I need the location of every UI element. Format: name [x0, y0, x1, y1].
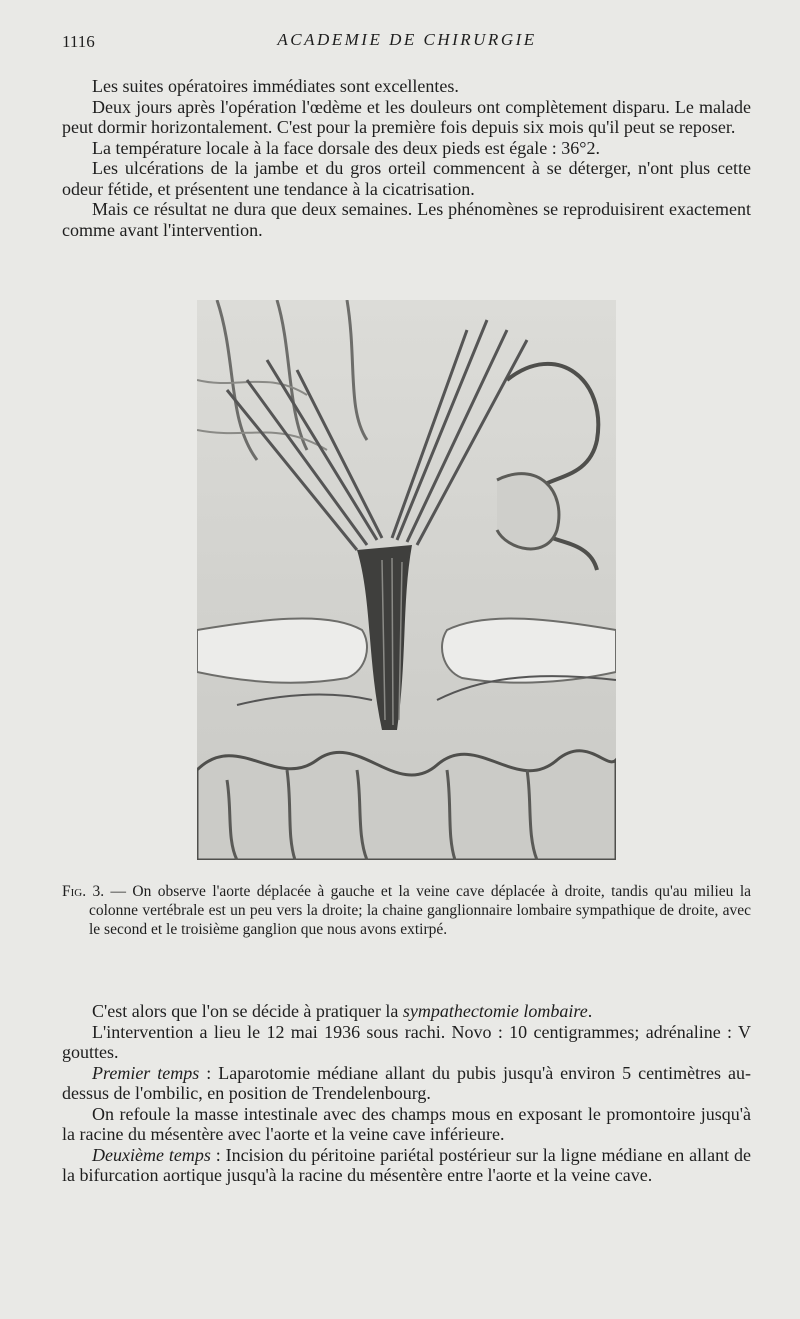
text-run: : Incision du péritoine pariétal postérieur sur la ligne médiane en allant de la bifurcation aortique jusqu'à la racine du mésentère entre l'aorte et la veine cave. — [62, 1144, 751, 1185]
paragraph: Deux jours après l'opération l'œdème et les douleurs ont complètement disparu. Le malade peut dormir horizontalement. C'est pour la première fois depuis six mois qu'il peut se reposer. — [62, 96, 751, 137]
paragraph: La température locale à la face dorsale des deux pieds est égale : 36°2. — [92, 137, 600, 158]
page-number: 1116 — [62, 32, 95, 51]
surgical-drawing — [197, 300, 616, 860]
figure-caption — [62, 882, 751, 939]
figure-label: Fig. 3. — [62, 883, 105, 900]
running-title: ACADEMIE DE CHIRURGIE — [277, 30, 537, 49]
emphasis: Premier temps — [92, 1062, 200, 1083]
caption-text: — On observe l'aorte déplacée à gauche et la veine cave déplacée à droite, tandis qu'au milieu la colonne vertébrale est un peu vers la droite; la chaine ganglionnaire lombaire sympathique de droite, avec le second et le troisième ganglion que nous avons extirpé. — [89, 883, 752, 938]
paragraph — [62, 1145, 751, 1186]
paragraph: Mais ce résultat ne dura que deux semaines. Les phénomènes se reproduisirent exactement comme avant l'intervention. — [62, 199, 751, 240]
paragraph: On refoule la masse intestinale avec des champs mous en exposant le promontoire jusqu'à la racine du mésentère avec l'aorte et la veine cave inférieure. — [62, 1103, 751, 1144]
text-run: C'est alors que l'on se décide à pratiquer la — [92, 1001, 403, 1021]
page-header — [62, 30, 752, 54]
paragraph: Les suites opératoires immédiates sont excellentes. — [92, 76, 459, 96]
surgical-illustration — [197, 300, 616, 860]
body-text-top — [62, 76, 751, 240]
text-run: : Laparotomie médiane allant du pubis jusqu'à environ 5 centimètres au-dessus de l'ombilic, en position de Trendelenbourg. — [62, 1062, 751, 1103]
paragraph — [62, 1063, 751, 1104]
body-text-bottom — [62, 1001, 751, 1186]
emphasis: Deuxième temps — [92, 1144, 211, 1165]
paragraph: Les ulcérations de la jambe et du gros orteil commencent à se déterger, n'ont plus cette odeur fétide, et présentent une tendance à la cicatrisation. — [62, 158, 751, 199]
paragraph: L'intervention a lieu le 12 mai 1936 sous rachi. Novo : 10 centigrammes; adrénaline : V gouttes. — [62, 1021, 751, 1062]
text-run: . — [587, 1001, 593, 1021]
emphasis: sympathectomie lombaire — [402, 1001, 588, 1021]
paragraph — [62, 1001, 751, 1022]
